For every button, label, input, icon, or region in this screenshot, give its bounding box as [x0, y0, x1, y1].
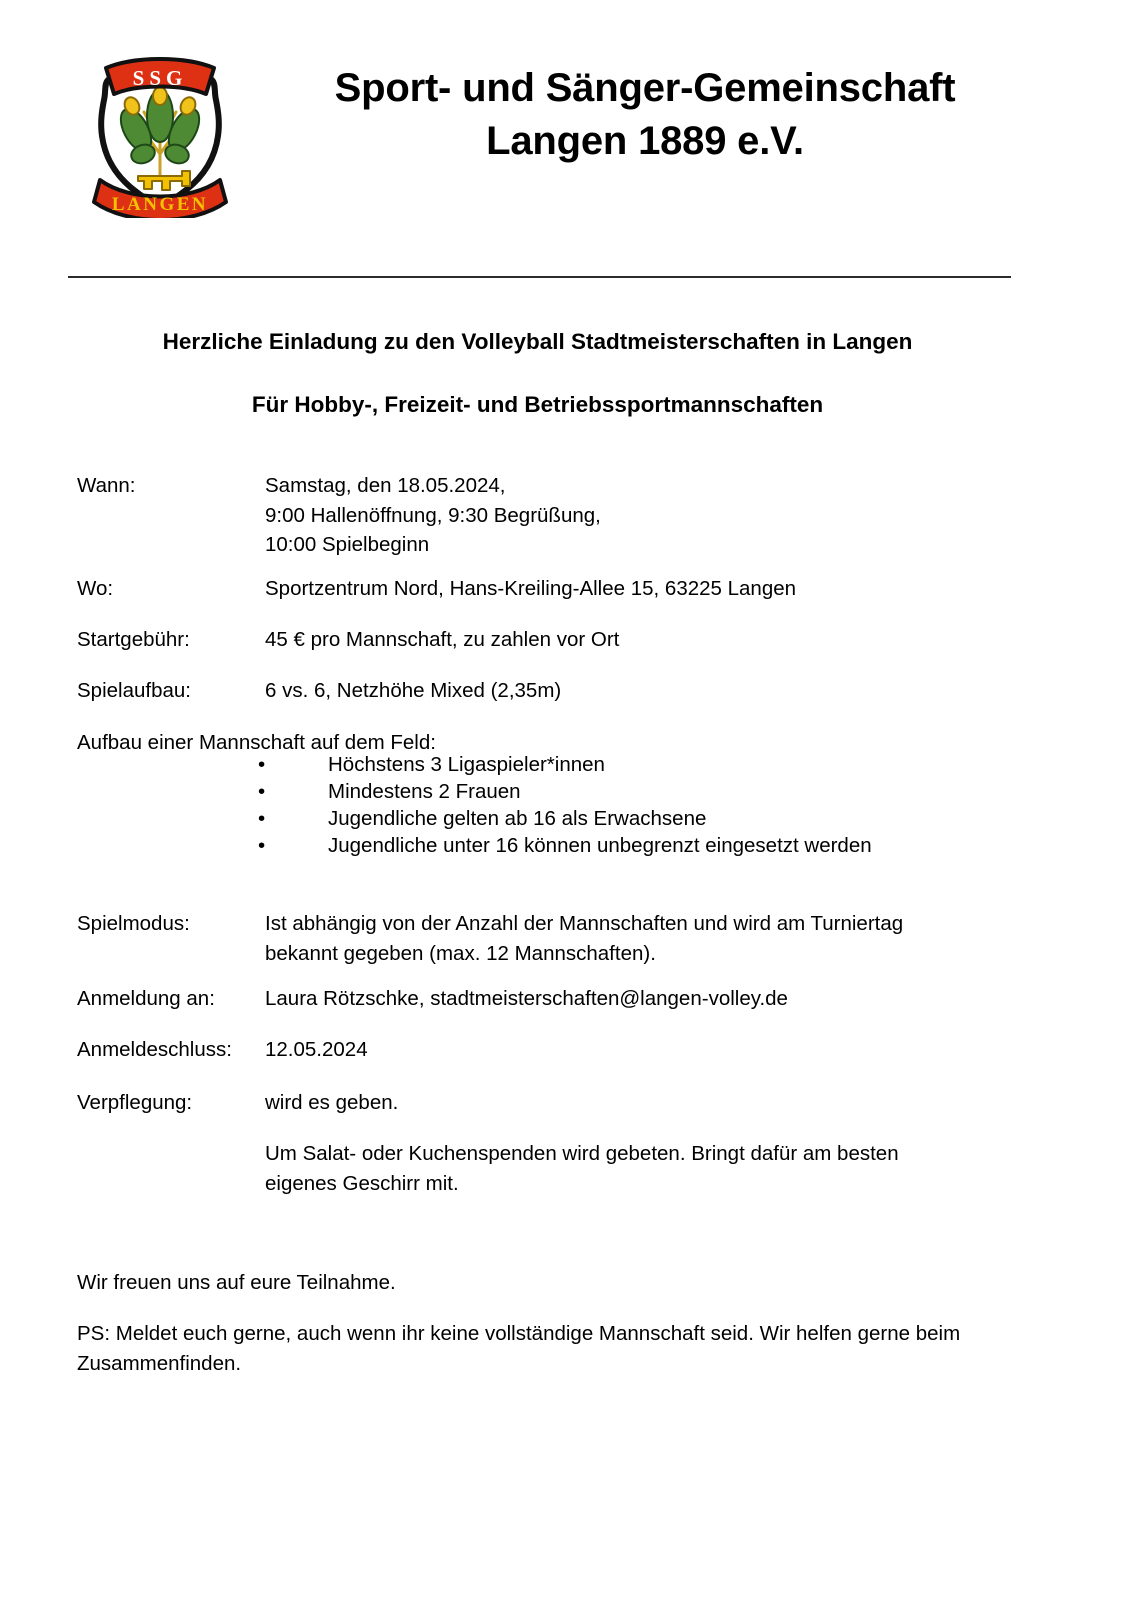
- label-spielmodus: Spielmodus:: [77, 912, 190, 935]
- value-verpflegung: [265, 1088, 1067, 1118]
- label-verpflegung: Verpflegung:: [77, 1091, 193, 1114]
- wann-line-1: Samstag, den 18.05.2024,: [265, 474, 506, 497]
- bullet-marker-icon: •: [258, 807, 266, 830]
- club-name-line-1: Sport- und Sänger-Gemeinschaft: [334, 66, 956, 110]
- club-name: [250, 62, 1040, 168]
- wann-line-2: 9:00 Hallenöffnung, 9:30 Begrüßung,: [265, 503, 601, 527]
- anmeldung-line-1: Laura Rötzschke, stadtmeisterschaften@langen-volley.de: [265, 987, 788, 1010]
- header-divider: [68, 276, 1011, 278]
- logo-top-banner: [106, 59, 214, 94]
- detail-row-spielaufbau: [77, 676, 1067, 706]
- value-spielaufbau: [265, 676, 1067, 706]
- spielmodus-line-2: bekannt gegeben (max. 12 Mannschaften).: [265, 941, 656, 965]
- bullet-text: Mindestens 2 Frauen: [328, 780, 521, 803]
- value-anmeldung: [265, 984, 1067, 1014]
- value-wann: [265, 471, 1067, 560]
- club-logo: [86, 50, 234, 218]
- detail-row-spielmodus: [77, 909, 1067, 968]
- closing-ps: [77, 1319, 1012, 1378]
- startgebuehr-line-1: 45 € pro Mannschaft, zu zahlen vor Ort: [265, 628, 620, 651]
- list-item: [258, 809, 1018, 830]
- value-wo: [265, 574, 1067, 604]
- spielmodus-line-1: Ist abhängig von der Anzahl der Mannschaften und wird am Turniertag: [265, 912, 904, 935]
- bullet-text: Höchstens 3 Ligaspieler*innen: [328, 753, 605, 776]
- bullet-marker-icon: •: [258, 753, 266, 776]
- detail-row-anmeldeschluss: [77, 1035, 1067, 1065]
- anmeldeschluss-line-1: 12.05.2024: [265, 1038, 368, 1061]
- detail-row-wann: [77, 471, 1067, 560]
- detail-row-anmeldung: [77, 984, 1067, 1014]
- svg-text:SSG: SSG: [132, 66, 188, 90]
- svg-text:LANGEN: LANGEN: [111, 194, 209, 215]
- bullet-marker-icon: •: [258, 834, 266, 857]
- verpflegung-line-1: wird es geben.: [265, 1091, 399, 1114]
- bullet-text: Jugendliche unter 16 können unbegrenzt eingesetzt werden: [328, 834, 872, 857]
- list-item: [258, 782, 1018, 803]
- value-spielmodus: [265, 909, 1067, 968]
- closing-ps-line-2: beim Zusammenfinden.: [77, 1322, 961, 1375]
- verpflegung-note-line-1: Um Salat- oder Kuchenspenden wird gebeten. Bringt dafür am besten: [265, 1142, 899, 1165]
- detail-row-startgebuehr: [77, 625, 1067, 655]
- wann-line-3: 10:00 Spielbeginn: [265, 533, 430, 557]
- closing-thanks: Wir freuen uns auf eure Teilnahme.: [77, 1271, 396, 1294]
- wo-line-1: Sportzentrum Nord, Hans-Kreiling-Allee 15, 63225 Langen: [265, 577, 797, 600]
- label-wo: Wo:: [77, 577, 114, 600]
- detail-row-wo: [77, 574, 1067, 604]
- verpflegung-note-line-2: eigenes Geschirr mit.: [265, 1171, 459, 1195]
- club-name-line-2: Langen 1889 e.V.: [486, 118, 804, 163]
- list-item: [258, 755, 1018, 776]
- label-wann: Wann:: [77, 474, 136, 497]
- label-spielaufbau: Spielaufbau:: [77, 679, 191, 702]
- label-startgebuehr: Startgebühr:: [77, 628, 190, 651]
- value-anmeldeschluss: [265, 1035, 1067, 1065]
- bullet-marker-icon: •: [258, 780, 266, 803]
- list-item: [258, 836, 1018, 857]
- spielaufbau-line-1: 6 vs. 6, Netzhöhe Mixed (2,35m): [265, 679, 562, 702]
- invitation-subtitle: Für Hobby-, Freizeit- und Betriebssportmannschaften: [251, 392, 824, 417]
- verpflegung-note: [77, 1139, 1067, 1198]
- verpflegung-note-value: [265, 1139, 1067, 1198]
- team-setup-heading: Aufbau einer Mannschaft auf dem Feld:: [77, 731, 436, 754]
- label-anmeldeschluss: Anmeldeschluss:: [77, 1038, 232, 1061]
- invitation-title: Herzliche Einladung zu den Volleyball Stadtmeisterschaften in Langen: [162, 329, 913, 354]
- document-header: [0, 34, 1131, 234]
- closing-ps-line-1: PS: Meldet euch gerne, auch wenn ihr keine vollständige Mannschaft seid. Wir helfen gerne: [77, 1322, 911, 1345]
- value-startgebuehr: [265, 625, 1067, 655]
- label-anmeldung: Anmeldung an:: [77, 987, 215, 1010]
- bullet-text: Jugendliche gelten ab 16 als Erwachsene: [328, 807, 707, 830]
- detail-row-verpflegung: [77, 1088, 1067, 1118]
